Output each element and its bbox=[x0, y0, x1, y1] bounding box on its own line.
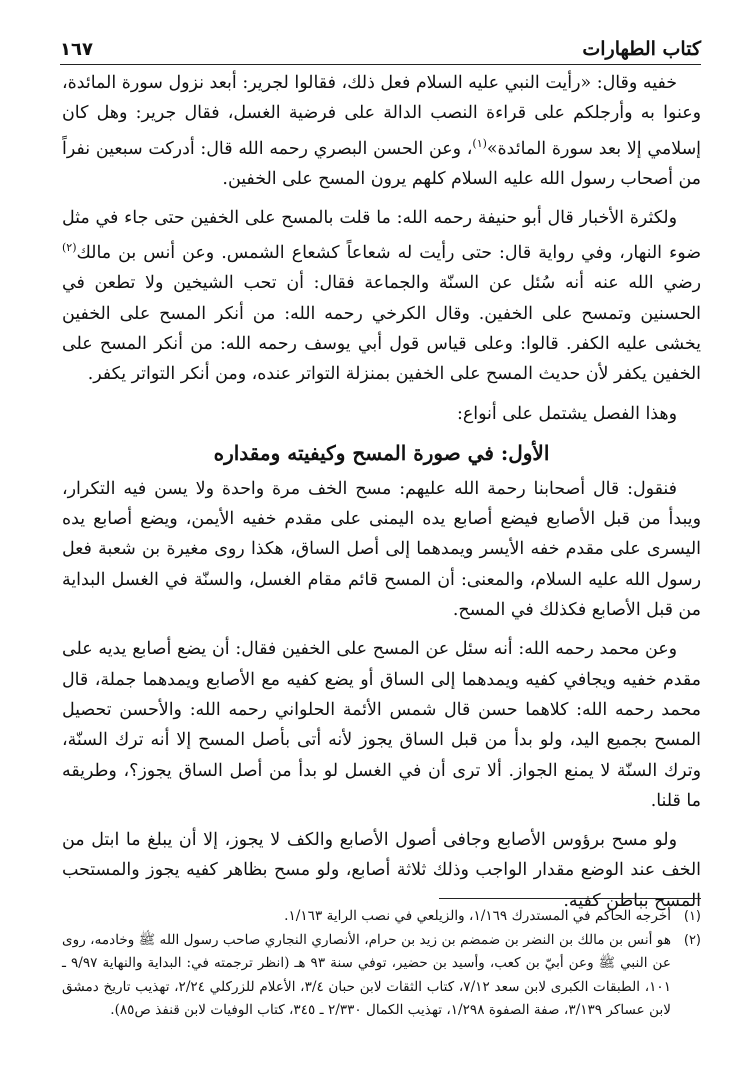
paragraph: ولو مسح برؤوس الأصابع وجافى أصول الأصابع والكف لا يجوز، إلا أن يبلغ ما ابتل من الخف عند الوضع مقدار الواجب وذلك ثلاثة أصابع، ولو مسح بظاهر كفيه يجوز والمستحب المسح بباطن كفيه. bbox=[62, 830, 701, 911]
footnote-ref: (١) bbox=[472, 136, 487, 150]
footnotes bbox=[62, 898, 701, 1023]
section-heading: الأول: في صورة المسح وكيفيته ومقداره bbox=[213, 440, 550, 465]
main-text bbox=[62, 68, 701, 925]
footnote-ref: (٢) bbox=[62, 241, 77, 255]
footnote-text: أخرجه الحاكم في المستدرك ١/١٦٩، والزيلعي في نصب الراية ١/١٦٣. bbox=[284, 908, 671, 924]
running-title: كتاب الطهارات bbox=[582, 38, 701, 60]
paragraph: ولكثرة الأخبار قال أبو حنيفة رحمه الله: ما قلت بالمسح على الخفين حتى جاء في مثل ضوء النهار، وفي رواية قال: حتى رأيت له شعاعاً كشعاع الشمس. وعن أنس بن مالك$^{(٢)}$ رضي الله عنه أنه سُئل عن السنّة والجماعة فقال: أن تحب الشيخين ولا تطعن في الحسنين وتمسح على الخفين. وقال الكرخي رحمه الله: من أنكر المسح على الخفين يخشى عليه الكفر. قالوا: وعلى قياس قول أبي يوسف رحمه الله: من أنكر المسح على الخفين يكفر لأن حديث المسح على الخفين بمنزلة التواتر عنده، ومن أنكر التواتر يكفر. bbox=[62, 207, 701, 385]
footnote-number: (٢) bbox=[683, 932, 701, 948]
paragraph: خفيه وقال: «رأيت النبي عليه السلام فعل ذلك، فقالوا لجرير: أبعد نزول سورة المائدة، وعنوا به وأرجلكم على قراءة النصب الدالة على فرضية الغسل، فقال جرير: وهل كان إسلامي إلا بعد سورة المائدة»$^{(١)}$، وعن الحسن البصري رحمه الله قال: أدركت سبعين نفراً من أصحاب رسول الله عليه السلام كلهم يرون المسح على الخفين. bbox=[62, 73, 702, 189]
page-number: ١٦٧ bbox=[60, 39, 93, 60]
footnote-divider bbox=[439, 898, 701, 899]
footnote bbox=[62, 905, 701, 929]
footnote-number: (١) bbox=[683, 909, 701, 924]
paragraph: فنقول: قال أصحابنا رحمة الله عليهم: مسح الخف مرة واحدة ولا يسن فيه التكرار، ويبدأ من قبل الأصابع فيضع أصابع يده اليمنى على مقدم خفيه الأيمن، ويضع أصابع يده اليسرى على مقدم خفه الأيسر ويمدهما إلى أصل الساق، هكذا روى مغيرة بن شعبة فعل رسول الله عليه السلام، والمعنى: أن المسح قائم مقام الغسل، والسنّة في الغسل البداية من قبل الأصابع فكذلك في المسح. bbox=[62, 478, 701, 621]
paragraph: وهذا الفصل يشتمل على أنواع: bbox=[457, 403, 677, 424]
paragraph: وعن محمد رحمه الله: أنه سئل عن المسح على الخفين فقال: أن يضع أصابع يديه على مقدم خفيه ويجافي كفيه ويمدهما إلى الساق أو يضع كفيه مع الأصابع ويمدهما جملة، قال محمد رحمه الله: كلاهما حسن قال شمس الأئمة الحلواني رحمه الله: والأحسن تحصيل المسح بجميع اليد، ولو بدأ من قبل الساق يجوز لأنه أتى بأصل المسح إلا أنه ترك السنّة، وترك السنّة لا يمنع الجواز. ألا ترى أن في الغسل لو بدأ من أصل الساق يجوز؟، وطريقه ما قلنا. bbox=[62, 639, 701, 811]
page-header bbox=[60, 26, 701, 65]
footnote bbox=[62, 929, 701, 1023]
footnote-text: هو أنس بن مالك بن النضر بن ضمضم بن زيد بن حرام، الأنصاري النجاري صاحب رسول الله ﷺ وخادمه، روى عن النبي ﷺ وعن أبيّ بن كعب، وأسيد بن حضير، توفي سنة ٩٣ هـ (انظر ترجمته في: البداية والنهاية ٩/٩٧ ـ ١٠١، الطبقات الكبرى لابن سعد ٧/١٢، كتاب الثقات لابن حبان ٣/٤، الأعلام للزركلي ٢/٢٤، تهذيب تاريخ دمشق لابن عساكر ٣/١٣٩، صفة الصفوة ١/٢٩٨، تهذيب الكمال ٢/٣٣٠ ـ ٣٤٥، كتاب الوفيات لابن قنفذ ص٨٥). bbox=[62, 931, 671, 1018]
